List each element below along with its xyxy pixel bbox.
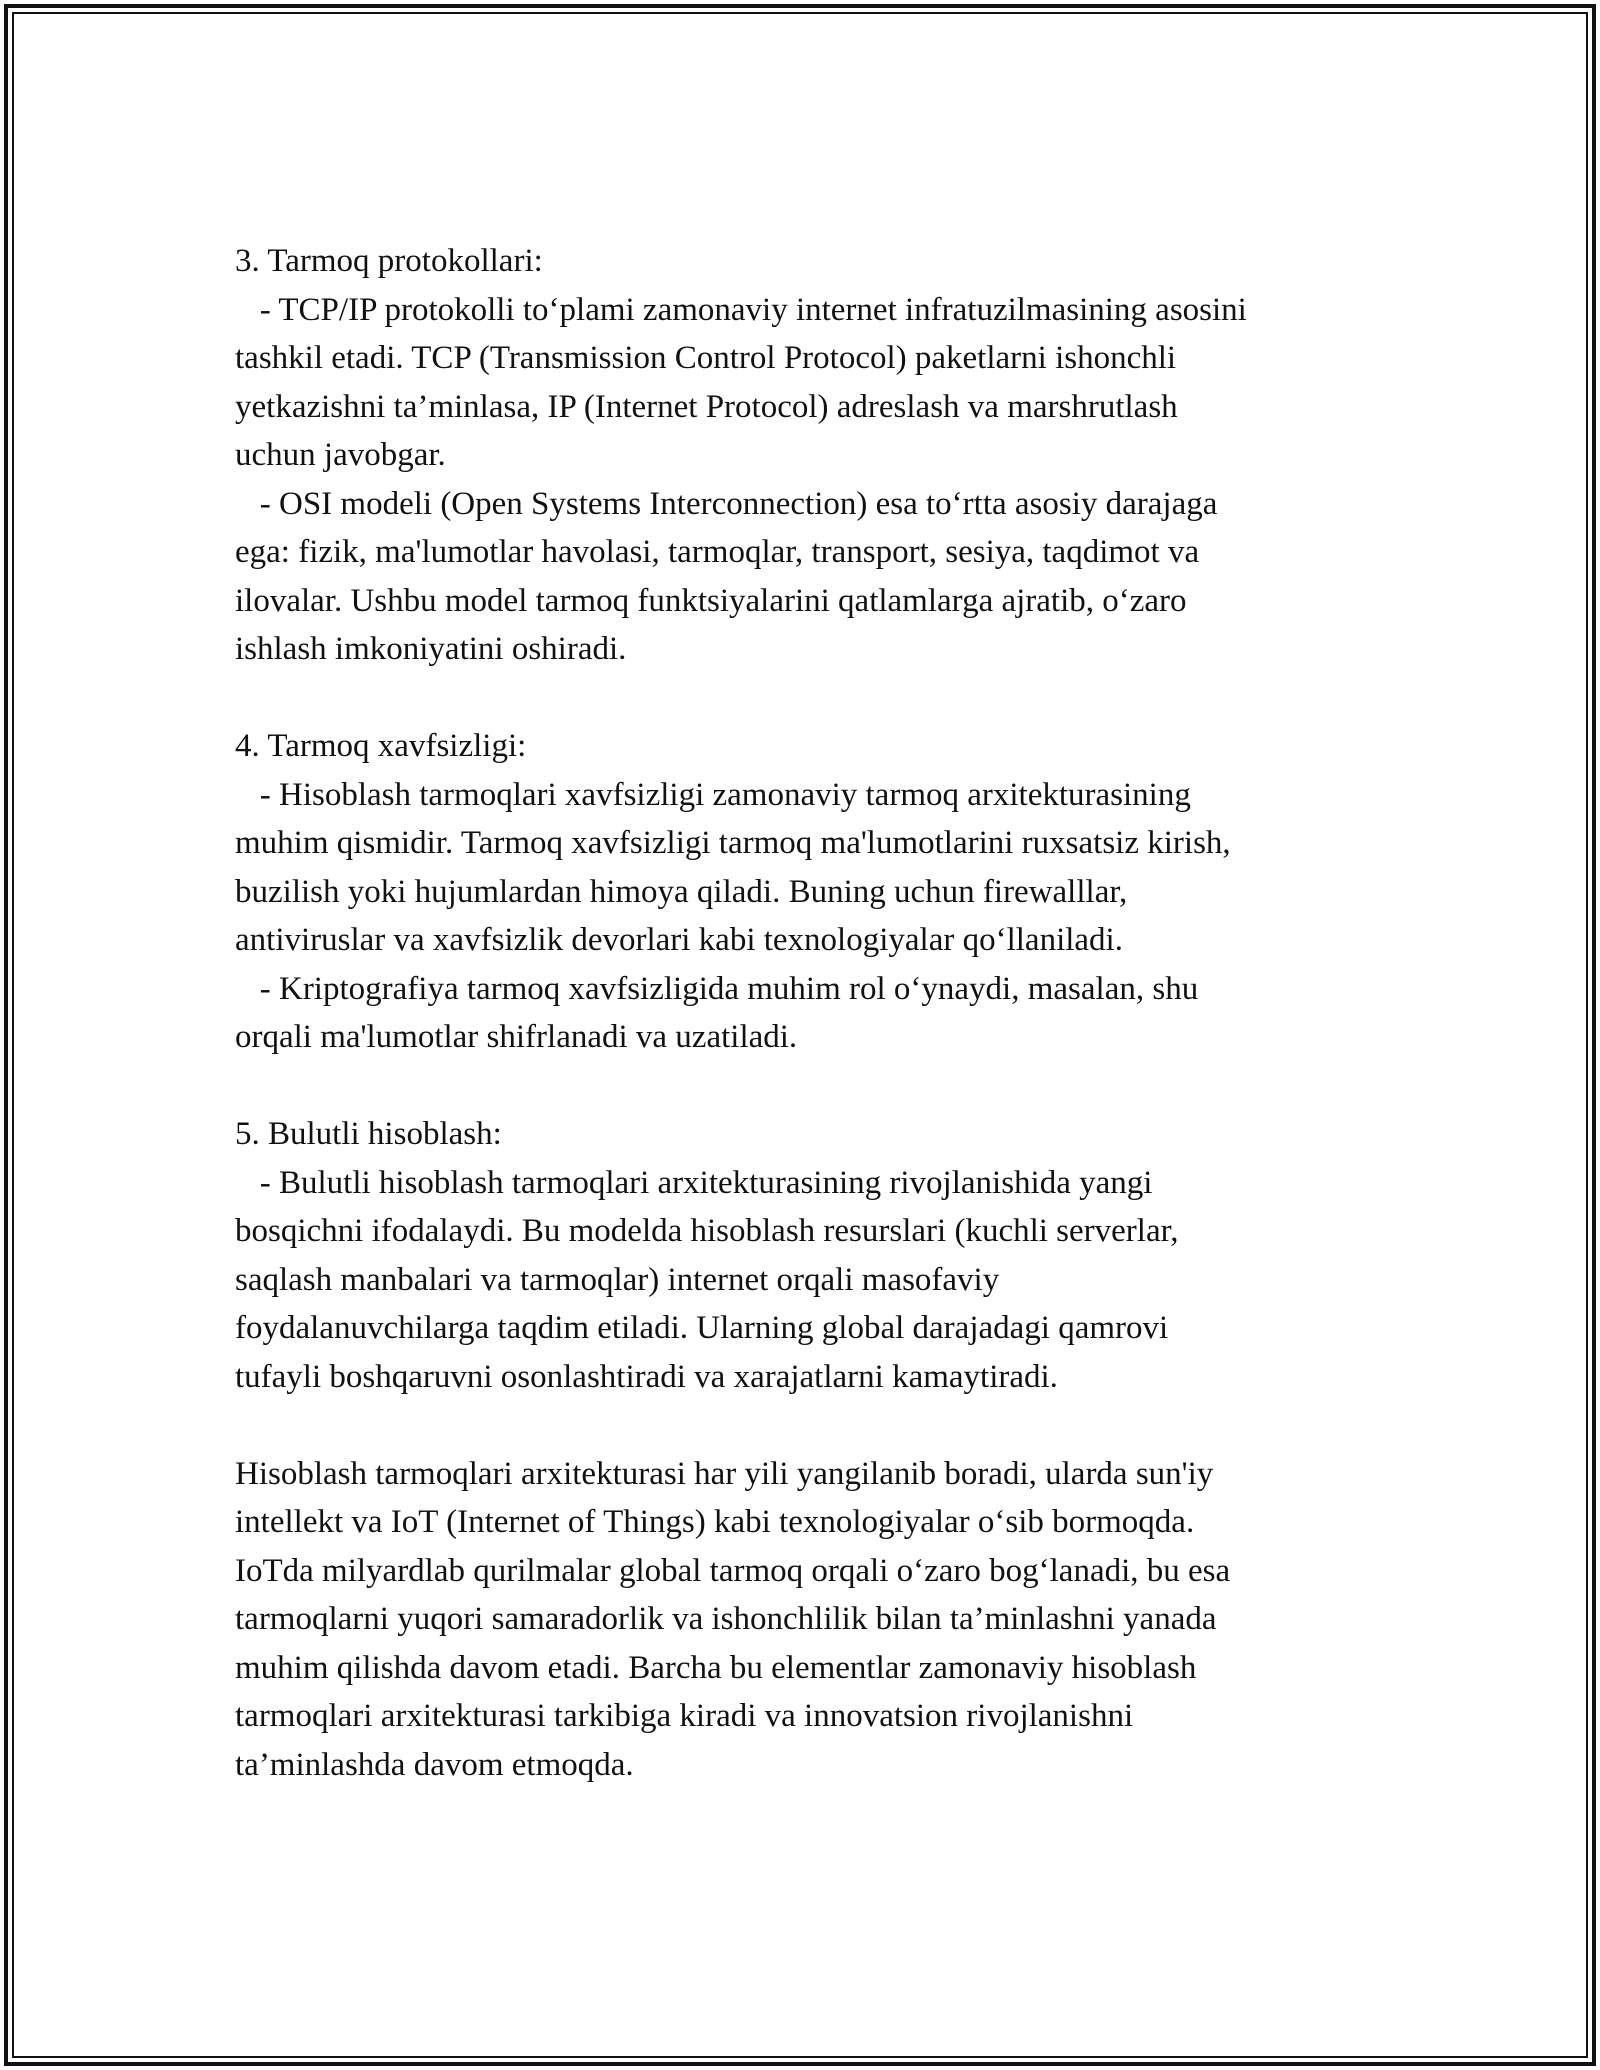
text-line: ta’minlashda davom etmoqda.: [235, 1746, 634, 1783]
text-line: uchun javobgar.: [235, 437, 446, 473]
text-line: ishlash imkoniyatini oshiradi.: [235, 631, 627, 667]
section-spacer: [235, 674, 1400, 723]
text-line: tashkil etadi. TCP (Transmission Control Protocol) paketlarni ishonchli: [235, 340, 1177, 376]
document-body: [235, 237, 1400, 1789]
text-line: bosqichni ifodalaydi. Bu modelda hisoblash resurslari (kuchli serverlar,: [235, 1213, 1179, 1249]
text-line: tufayli boshqaruvni osonlashtiradi va xarajatlarni kamaytiradi.: [235, 1358, 1058, 1395]
section-heading: 3. Tarmoq protokollari:: [235, 243, 543, 279]
text-line: tarmoqlarni yuqori samaradorlik va ishonchlilik bilan ta’minlashni yanada: [235, 1601, 1217, 1637]
text-line: - Hisoblash tarmoqlari xavfsizligi zamonaviy tarmoq arxitekturasining: [235, 776, 1191, 813]
text-line: intellekt va IoT (Internet of Things) kabi texnologiyalar o‘sib bormoqda.: [235, 1504, 1195, 1540]
text-line: Hisoblash tarmoqlari arxitekturasi har yili yangilanib boradi, ularda sun'iy: [235, 1455, 1214, 1492]
text-line: ega: fizik, ma'lumotlar havolasi, tarmoqlar, transport, sesiya, taqdimot va: [235, 534, 1200, 570]
text-line: foydalanuvchilarga taqdim etiladi. Ularning global darajadagi qamrovi: [235, 1310, 1169, 1346]
text-line: - Kriptografiya tarmoq xavfsizligida muhim rol o‘ynaydi, masalan, shu: [235, 970, 1199, 1007]
text-line: ilovalar. Ushbu model tarmoq funktsiyalarini qatlamlarga ajratib, o‘zaro: [235, 582, 1187, 619]
section-cloud: [235, 1110, 1400, 1401]
section-heading: 5. Bulutli hisoblash:: [235, 1116, 502, 1152]
conclusion-paragraph: [235, 1450, 1400, 1790]
text-line: - OSI modeli (Open Systems Interconnection) esa to‘rtta asosiy darajaga: [235, 485, 1218, 522]
section-heading: 4. Tarmoq xavfsizligi:: [235, 728, 527, 764]
paragraph-tcp-ip: [235, 286, 1400, 480]
text-line: yetkazishni ta’minlasa, IP (Internet Protocol) adreslash va marshrutlash: [235, 388, 1178, 425]
text-line: - Bulutli hisoblash tarmoqlari arxitekturasining rivojlanishida yangi: [235, 1164, 1153, 1201]
paragraph-osi: [235, 480, 1400, 674]
section-protocols: [235, 237, 1400, 674]
text-line: antiviruslar va xavfsizlik devorlari kabi texnologiyalar qo‘llaniladi.: [235, 922, 1123, 958]
text-line: muhim qismidir. Tarmoq xavfsizligi tarmoq ma'lumotlarini ruxsatsiz kirish,: [235, 825, 1231, 861]
section-security: [235, 722, 1400, 1062]
section-spacer: [235, 1401, 1400, 1450]
paragraph-network-security: [235, 771, 1400, 965]
text-line: saqlash manbalari va tarmoqlar) internet orqali masofaviy: [235, 1261, 1000, 1298]
paragraph-cryptography: [235, 965, 1400, 1062]
text-line: orqali ma'lumotlar shifrlanadi va uzatiladi.: [235, 1019, 798, 1055]
section-spacer: [235, 1062, 1400, 1111]
text-line: IoTda milyardlab qurilmalar global tarmoq orqali o‘zaro bog‘lanadi, bu esa: [235, 1552, 1231, 1589]
paragraph-cloud-computing: [235, 1159, 1400, 1402]
text-line: tarmoqlari arxitekturasi tarkibiga kiradi va innovatsion rivojlanishni: [235, 1698, 1134, 1734]
text-line: - TCP/IP protokolli to‘plami zamonaviy internet infratuzilmasining asosini: [235, 291, 1247, 328]
text-line: buzilish yoki hujumlardan himoya qiladi. Buning uchun firewalllar,: [235, 873, 1128, 910]
text-line: muhim qilishda davom etadi. Barcha bu elementlar zamonaviy hisoblash: [235, 1649, 1197, 1686]
